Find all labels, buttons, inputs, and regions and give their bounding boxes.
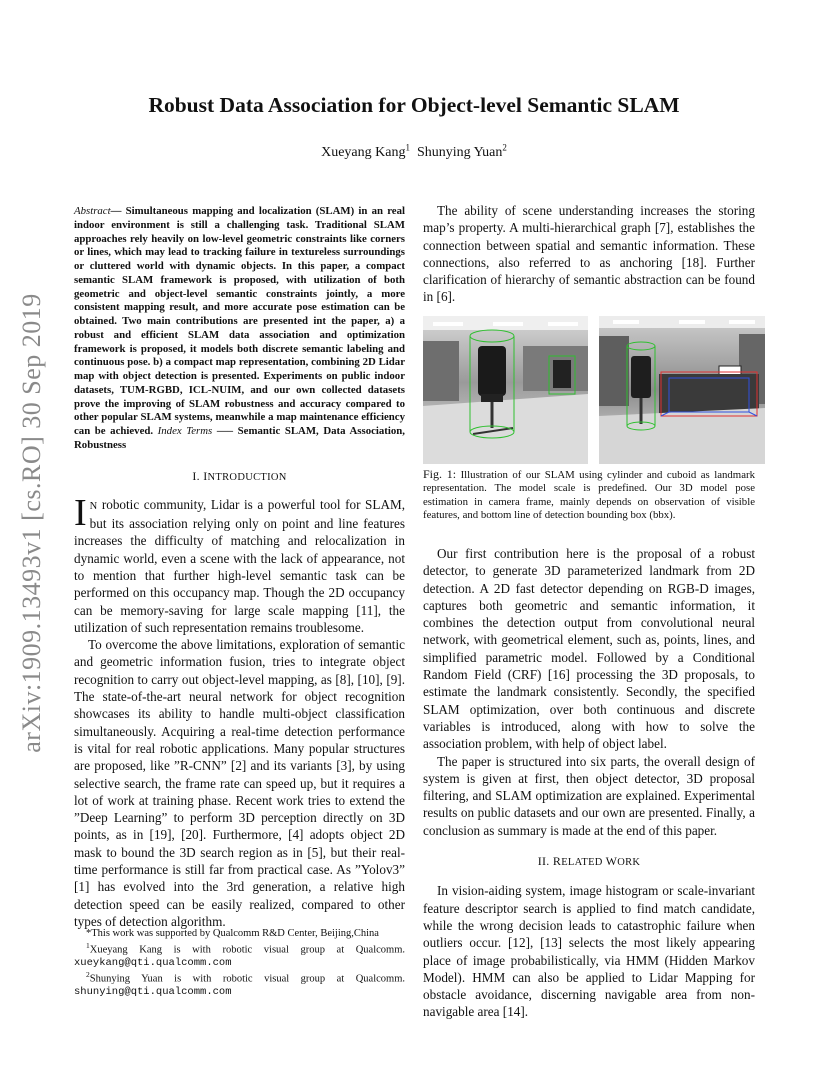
figure-photo-cylinder — [423, 316, 588, 464]
arxiv-stamp-text: arXiv:1909.13493v1 [cs.RO] 30 Sep 2019 — [17, 293, 47, 753]
figure-label: Fig. 1: — [423, 467, 457, 481]
abstract-label: Abstract — [74, 205, 111, 217]
intro-paragraph-1 — [74, 491, 405, 636]
related-work-paragraph-1: In vision-aiding system, image histogram or scale-invariant feature descriptor search is applied to find match candidate, while the wrong decision leads to catastrophic failure when outliers occur. [12], [13] selects the most likely appearing place of image probabilistically, via HMM (Hidden Markov Model). HMM can also be applied to Lidar Mapping for obstacle avoidance, discerning navigable area from non-navigable area [14]. — [423, 883, 755, 1020]
footnote-2-mark: 2 — [86, 970, 90, 980]
footnote-1-text: Xueyang Kang is with robotic visual group at Qualcomm. — [89, 944, 405, 956]
footnote-1-email: xueykang@qti.qualcomm.com — [74, 956, 232, 969]
section2-rest-a: ELATED — [561, 857, 606, 869]
abstract — [74, 205, 405, 453]
footnote-2-email: shunying@qti.qualcomm.com — [74, 985, 232, 998]
right-paragraph-contributions: Our first contribution here is the proposal of a robust detector, to generate 3D parameterized landmark from 2D detection. A 2D fast detector depending on RGB-D images, captures both geometric and semantic information, it combines the detection output from convolutional neural network, with geometrical element, such as, points, lines, and simplified parametric model. Followed by a Conditional Random Field (CRF) [16] processing the 3D proposals, to estimate the landmark consistently. Secondly, the specified SLAM optimization, over both continuous and discrete variables is introduced, along with how to solve the association problem, with help of object label. — [423, 546, 755, 752]
left-column — [74, 205, 405, 930]
section2-number: II. — [537, 854, 553, 869]
index-terms-label: Index Terms — [157, 425, 213, 437]
section-heading-related-work — [423, 853, 755, 871]
footnote-2 — [74, 969, 405, 998]
intro-p1-text: robotic community, Lidar is a powerful tool for SLAM, but its association relying only on point and line features increases the difficulty of matching and relocalization in dynamic world, even a scene with the lack of appearance, not to mention that further high-level semantic task can be performed on this occupancy map. Though the 2D occupancy can be memory-saving for large scale mapping [11], the utilization of such representation remains troublesome. — [74, 496, 405, 635]
footnote-1-mark: 1 — [86, 941, 90, 951]
right-column-top — [423, 202, 755, 306]
right-paragraph-structure: The paper is structured into six parts, the overall design of system is given at first, then object detector, 3D proposal filtering, and SLAM optimization are explained. Experimental results on public datasets and our own are presented. Finally, a conclusion as summary is made at the end of this paper. — [423, 753, 755, 838]
section-heading-rest: NTRODUCTION — [207, 471, 287, 483]
right-paragraph-1: The ability of scene understanding increases the storing map’s property. A multi-hierarchical graph [7], establishes the connection between spatial and semantic information. These connections, also referred to as anchoring [18]. Further clarification of hierarchy of semantic abstraction can be found in [6]. — [423, 203, 755, 305]
footnote-2-text: Shunying Yuan is with robotic visual group at Qualcomm. — [89, 973, 405, 985]
author-2: Shunying Yuan — [416, 145, 503, 160]
author-1: Xueyang Kang — [321, 145, 406, 160]
figure-1 — [423, 316, 765, 464]
author-2-mark: 2 — [502, 142, 507, 153]
arxiv-side-stamp — [8, 286, 56, 760]
author-line — [0, 142, 828, 161]
paper-title: Robust Data Association for Object-level Semantic SLAM — [148, 93, 680, 117]
footnotes — [74, 928, 405, 998]
index-terms: —– Semantic SLAM, Data Association, Robustness — [74, 425, 405, 451]
intro-paragraph-2: To overcome the above limitations, exploration of semantic and geometric information fusion, tries to integrate object recognition to carry out object-level mapping, as [8], [10], [9]. The state-of-the-art neural network for object recognition showcases its ability to handle multi-object classification simultaneously. Acquiring a real-time detection performance is vital for real robotic applications. Many popular structures are proposed, like ”R-CNN” [2] and its variants [3], by using selective search, the frame rate can speed up, but it requires a lot of work at training phase. Recent work tries to extend the ”Deep Learning” to perform 3D perception directly on 3D points, as in [19], [20]. Furthermore, [4] adopts object 2D mask to bound the 3D search region as in [5], but their real-time performance is still far from practical case. As ”Yolov3” [1] has evolved into the 3rd generation, a relative high detection speed can be easily realized, compared to other types of detection algorithm. — [74, 637, 405, 929]
section2-first-b: W — [605, 854, 618, 869]
footnote-1 — [74, 940, 405, 969]
drop-cap: I — [74, 491, 87, 534]
figure-caption-text: Illustration of our SLAM using cylinder and cuboid as landmark representation. The model scale is predefined. Our 3D model pose estimation in camera frame, mainly depends on observation of visible features, and bottom line of detection bounding box (bbx). — [423, 469, 755, 522]
section-number: I. — [192, 468, 204, 483]
figure-photo-cuboid — [599, 316, 765, 464]
section-heading-introduction — [74, 468, 405, 486]
section2-rest-b: ORK — [617, 857, 641, 869]
footnote-funding: *This work was supported by Qualcomm R&D Center, Beijing,China — [86, 928, 379, 939]
section-heading-first: I — [203, 468, 208, 483]
drop-cap-rest: N — [89, 500, 98, 512]
right-column-lower — [423, 545, 755, 1021]
author-1-mark: 1 — [405, 142, 410, 153]
abstract-text: — Simultaneous mapping and localization (SLAM) in an real indoor environment is still a challenging task. Traditional SLAM approaches rely heavily on low-level geometric constraints like corners or lines, which may lead to tracking failure in textureless surroundings or cluttered world with dynamic objects. In this paper, a compact semantic SLAM framework is proposed, with utilization of both geometric and object-level semantic constraints jointly, a more consistent mapping result, and more accurate pose estimation can be obtained. Two main contributions are presented int the paper, a) a robust and efficient SLAM data association and optimization framework is proposed, it models both discrete semantic labeling and continuous pose. b) a compact map representation, combining 2D Lidar map with object detection is presented. Experiments on public indoor datasets, TUM-RGBD, ICL-NUIM, and our own collected datasets prove the improving of SLAM robustness and accuracy compared to other popular SLAM systems, meanwhile a map maintenance efficiency can be achieved. — [74, 205, 405, 437]
section2-first-a: R — [552, 854, 562, 869]
figure-1-caption — [423, 468, 755, 523]
